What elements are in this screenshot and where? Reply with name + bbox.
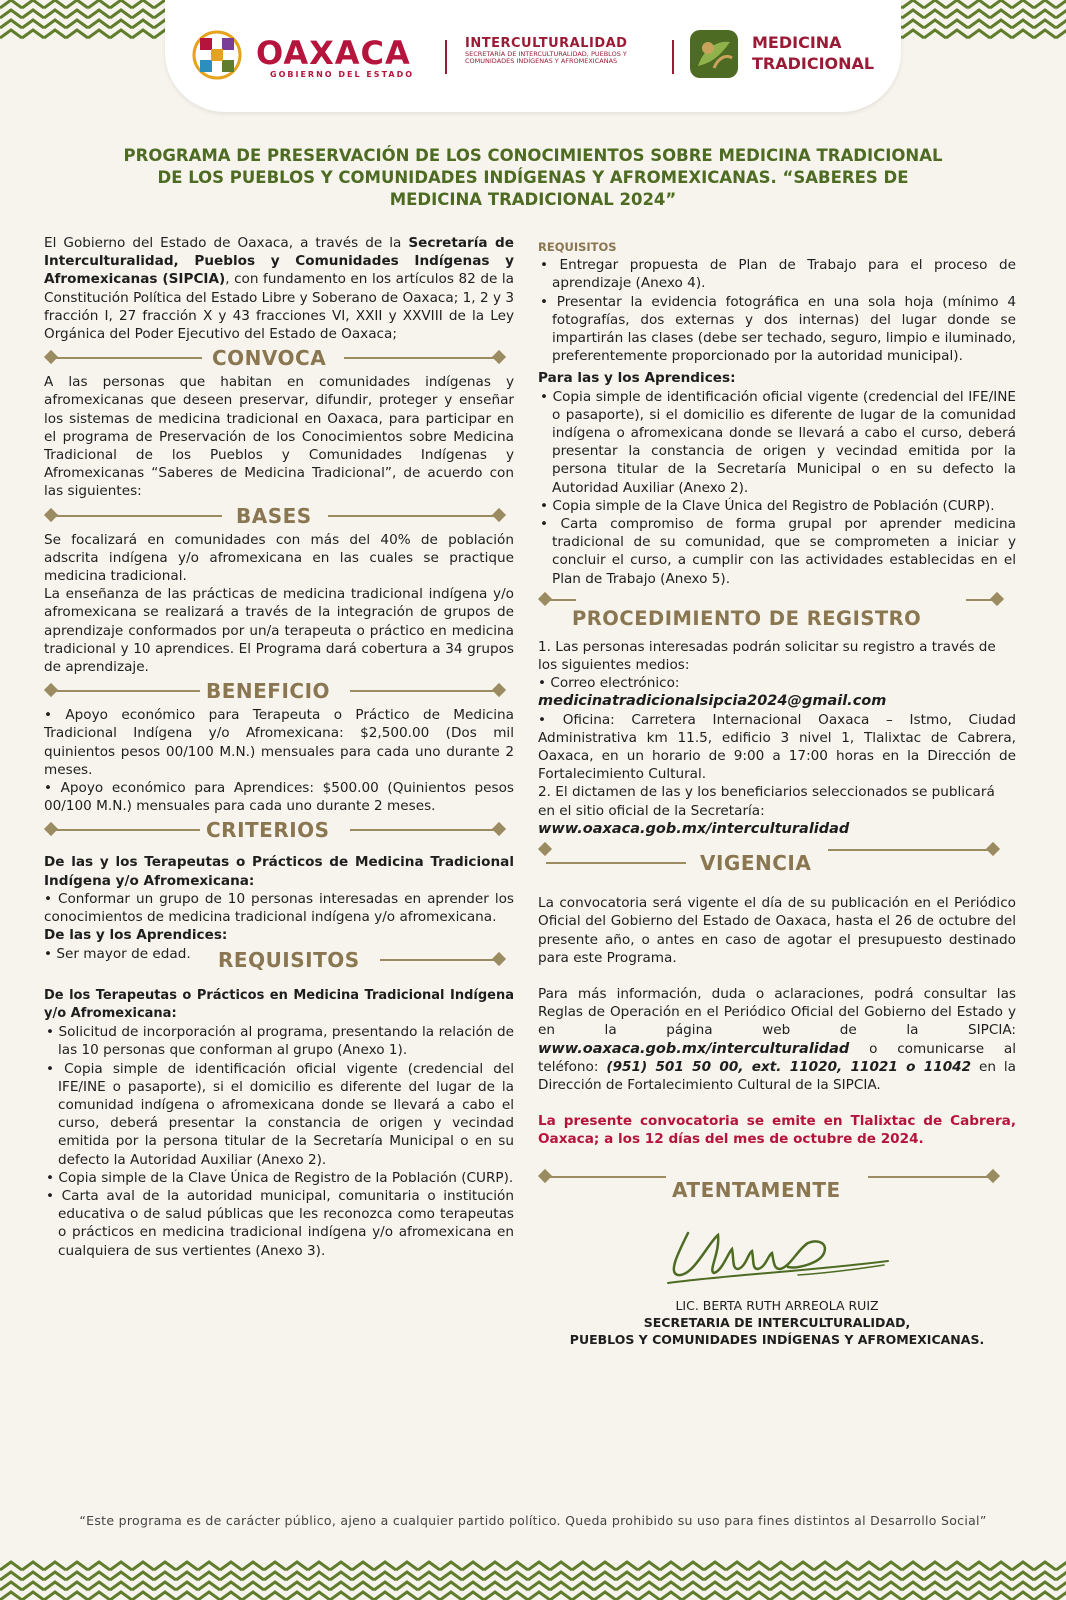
- section-heading: BASES: [236, 503, 312, 528]
- ornament-line: [52, 690, 200, 692]
- ornament-line: [828, 849, 988, 851]
- requisitos-item: • Solicitud de incorporación al programa, presentando la relación de las 10 personas que conforman al grupo (Anexo 1).: [46, 1024, 514, 1059]
- signatory-role: PUEBLOS Y COMUNIDADES INDÍGENAS Y AFROMEXICANAS.: [569, 1331, 985, 1347]
- ornament-line: [350, 690, 500, 692]
- intro-text: El Gobierno del Estado de Oaxaca, a través de la: [44, 235, 409, 251]
- section-header-vigencia: [538, 840, 1016, 880]
- aprendices-subheading: Para las y los Aprendices:: [538, 370, 736, 387]
- requisitos-subheading: De los Terapeutas o Prácticos en Medicina Tradicional Indígena y/o Afromexicana:: [44, 987, 514, 1021]
- title-line: PROGRAMA DE PRESERVACIÓN DE LOS CONOCIMIENTOS SOBRE MEDICINA TRADICIONAL: [123, 146, 943, 165]
- ornament-line: [380, 959, 500, 961]
- signatory-block: [538, 1297, 1016, 1348]
- signatory-name: LIC. BERTA RUTH ARREOLA RUIZ: [675, 1297, 879, 1313]
- aprendices-item: • Copia simple de identificación oficial vigente (credencial del IFE/INE o pasaporte), si el domicilio es diferente de lugar de la comunidad indígena o afromexicana donde se llevará a cabo el curso, deberá presentar la constancia de origen y vecindad emitida por la persona titular de la Secretaría Municipal o en su defecto la Autoridad Auxiliar (Anexo 2).: [540, 388, 1016, 496]
- ornament-line: [546, 1176, 666, 1178]
- section-header-procedimiento: [538, 590, 1016, 634]
- criterios-item: • Ser mayor de edad.: [44, 945, 191, 962]
- diamond-ornament: [990, 592, 1004, 606]
- beneficio-item: • Apoyo económico para Terapeuta o Práctico de Medicina Tradicional Indígena y/o Afromexicana: $2,500.00 (Dos mil quinientos pesos 00/100 M.N.) mensuales para cada uno durante 2 meses.: [44, 707, 514, 778]
- ornament-line: [52, 829, 200, 831]
- criterios-subheading: De las y los Aprendices:: [44, 927, 228, 944]
- bases-paragraph: Se focalizará en comunidades con más del 40% de población adscrita indígena y/o afromexicana en las cuales se practique medicina tradicional.: [44, 531, 514, 585]
- requisitos-item: • Copia simple de identificación oficial vigente (credencial del IFE/INE o pasaporte), si el domicilio es diferente del lugar de la comunidad indígena o afromexicana donde se llevará a cabo el curso, deberá presentar la constancia de origen y vecindad emitida por la persona titular de la Secretaría Municipal o en su defecto la Autoridad Auxiliar (Anexo 2).: [46, 1060, 514, 1168]
- requisitos-continued-heading: REQUISITOS: [538, 240, 617, 254]
- ornament-line: [344, 357, 500, 359]
- section-heading: PROCEDIMIENTO DE REGISTRO: [572, 606, 922, 630]
- signature-image: [648, 1213, 908, 1293]
- disclaimer-text: “Este programa es de carácter público, ajeno a cualquier partido político. Queda prohibido su uso para fines distintos al Desarrollo Social”: [79, 1513, 987, 1528]
- procedimiento-step: • Oficina: Carretera Internacional Oaxaca – Istmo, Ciudad Administrativa km 11.5, edificio 3 nivel 1, Tlalixtac de Cabrera, Oaxaca, en un horario de 9:00 a 17:00 horas en la Dirección de Fortalecimiento Cultural.: [538, 711, 1016, 783]
- info-paragraph: [538, 985, 1016, 1094]
- section-header-beneficio: [44, 678, 514, 704]
- website-link[interactable]: www.oaxaca.gob.mx/interculturalidad: [538, 1040, 850, 1057]
- ornament-line: [868, 1176, 990, 1178]
- criterios-item: • Conformar un grupo de 10 personas interesadas en aprender los conocimientos de medicina tradicional indígena y/o afromexicana.: [44, 890, 514, 926]
- aprendices-item: • Copia simple de la Clave Única del Registro de Población (CURP).: [540, 497, 995, 514]
- section-heading: REQUISITOS: [218, 947, 360, 972]
- info-text: Para más información, duda o aclaraciones, podrá consultar las Reglas de Operación en el Periódico Oficial del Gobierno del Estado y en la página web de la SIPCIA:: [538, 985, 1016, 1039]
- intro-paragraph: [44, 234, 514, 343]
- section-heading: ATENTAMENTE: [672, 1177, 841, 1202]
- info-text: en la Dirección de Fortalecimiento Cultural de la SIPCIA.: [538, 1058, 1016, 1093]
- interculturalidad-subtitle: SECRETARÍA DE INTERCULTURALIDAD, PUEBLOS Y COMUNIDADES INDÍGENAS Y AFROMEXICANAS: [465, 50, 627, 65]
- header-divider: [672, 40, 674, 74]
- requisitos-item: • Entregar propuesta de Plan de Trabajo para el proceso de aprendizaje (Anexo 4).: [540, 257, 1016, 292]
- logo-med-line2: TRADICIONAL: [752, 54, 875, 73]
- header-divider: [445, 40, 447, 74]
- section-header-atentamente: [538, 1167, 1016, 1207]
- title-line: MEDICINA TRADICIONAL 2024”: [389, 190, 677, 209]
- diamond-ornament: [986, 1168, 1000, 1182]
- criterios-subheading: De las y los Terapeutas o Prácticos de Medicina Tradicional Indígena y/o Afromexicana:: [44, 854, 514, 889]
- bases-paragraph: La enseñanza de las prácticas de medicina tradicional indígena y/o afromexicana se realizará a través de la integración de grupos de aprendizaje conformados por un/a terapeuta o práctico en medicina tradicional y 10 aprendices. El Programa dará cobertura a 34 grupos de aprendizaje.: [44, 586, 514, 676]
- section-header-criterios: [44, 817, 514, 843]
- phone-number: (951) 501 50 00, ext. 11020, 11021 o 11042: [606, 1058, 972, 1075]
- interculturalidad-logo-text: INTERCULTURALIDAD: [465, 36, 628, 51]
- procedimiento-step: • Correo electrónico:: [538, 675, 680, 692]
- oaxaca-logo-icon: [192, 30, 242, 80]
- section-heading: VIGENCIA: [700, 851, 812, 876]
- procedimiento-step: 1. Las personas interesadas podrán solicitar su registro a través de los siguientes medios:: [538, 638, 996, 674]
- diamond-ornament: [986, 842, 1000, 856]
- vigencia-paragraph: La convocatoria será vigente el día de su publicación en el Periódico Oficial del Gobierno del Estado de Oaxaca, hasta el 26 de octubre del presente año, o antes en caso de agotar el presupuesto destinado para este Programa.: [538, 895, 1016, 966]
- diamond-ornament: [538, 842, 552, 856]
- document-title: [60, 145, 1006, 211]
- section-header-bases: [44, 503, 514, 529]
- ornament-line: [546, 599, 576, 601]
- info-text: o comunicarse al teléfono:: [538, 1040, 1016, 1075]
- signatory-role: SECRETARIA DE INTERCULTURALIDAD,: [643, 1314, 911, 1330]
- diamond-ornament: [492, 350, 506, 364]
- convoca-paragraph: A las personas que habitan en comunidades indígenas y afromexicanas que deseen preservar, difundir, proteger y enseñar los sistemas de medicina tradicional en Oaxaca, para participar en el programa de Preservación de los Conocimientos sobre Medicina Tradicional de los Pueblos y Comunidades Indígenas y Afromexicanas “Saberes de Medicina Tradicional”, de acuerdo con las siguientes:: [44, 374, 514, 500]
- section-header-convoca: [44, 345, 514, 371]
- website-link[interactable]: www.oaxaca.gob.mx/interculturalidad: [538, 820, 850, 837]
- ornament-line: [350, 829, 500, 831]
- email-link[interactable]: medicinatradicionalsipcia2024@gmail.com: [538, 693, 887, 710]
- requisitos-item: • Carta aval de la autoridad municipal, comunitaria o institución educativa o de salud públicas que les reconozca como terapeutas o prácticos en medicina tradicional indígena y/o afromexicana en cualquiera de sus vertientes (Anexo 3).: [46, 1187, 514, 1259]
- procedimiento-step: 2. El dictamen de las y los beneficiarios seleccionados se publicará en el sitio oficial de la Secretaría:: [538, 784, 995, 819]
- diamond-ornament: [492, 508, 506, 522]
- oaxaca-logo-text: OAXACA: [256, 34, 411, 72]
- diamond-ornament: [492, 683, 506, 697]
- intro-bold-text: Secretaría de Interculturalidad, Pueblos y Comunidades Indígenas y Afromexicanas (SIPCIA): [44, 235, 514, 288]
- title-line: DE LOS PUEBLOS Y COMUNIDADES INDÍGENAS Y AFROMEXICANAS. “SABERES DE: [157, 168, 909, 187]
- requisitos-item: • Presentar la evidencia fotográfica en una sola hoja (mínimo 4 fotografías, dos externas y dos internas) del lugar donde se impartirán las clases (debe ser techado, seguro, limpio e iluminado, preferentemente proporcionado por la autoridad municipal).: [540, 293, 1016, 365]
- gobierno-del-estado-text: GOBIERNO DEL ESTADO: [270, 70, 415, 79]
- logo-med-line1: MEDICINA: [752, 33, 842, 52]
- section-heading: BENEFICIO: [206, 679, 331, 704]
- left-column: [44, 234, 514, 1260]
- medicina-tradicional-logo-icon: [688, 28, 740, 80]
- ornament-line: [52, 357, 202, 359]
- emission-statement: La presente convocatoria se emite en Tlalixtac de Cabrera, Oaxaca; a los 12 días del mes de octubre de 2024.: [538, 1113, 1016, 1148]
- beneficio-item: • Apoyo económico para Aprendices: $500.00 (Quinientos pesos 00/100 M.N.) mensuales para cada uno durante 2 meses.: [44, 780, 514, 815]
- ornament-line: [328, 515, 500, 517]
- bottom-decorative-border: [0, 1560, 1066, 1600]
- requisitos-item: • Copia simple de la Clave Única de Registro de la Población (CURP).: [46, 1169, 514, 1186]
- section-heading: CRITERIOS: [206, 818, 330, 843]
- section-heading: CONVOCA: [212, 346, 327, 371]
- diamond-ornament: [492, 952, 506, 966]
- aprendices-item: • Carta compromiso de forma grupal por aprender medicina tradicional de su comunidad, que se comprometen a iniciar y concluir el curso, a cumplir con las actividades establecidas en el Plan de Trabajo (Anexo 5).: [540, 516, 1016, 587]
- diamond-ornament: [492, 822, 506, 836]
- right-column: [538, 238, 1016, 1348]
- ornament-line: [52, 515, 222, 517]
- intro-text: , con fundamento en los artículos 82 de la Constitución Política del Estado Libre y Soberano de Oaxaca; 1, 2 y 3 fracción I, 27 fracción X y 43 fracciones VI, XXII y XXVIII de la Ley Orgánica del Poder Ejecutivo del Estado de Oaxaca;: [44, 271, 514, 343]
- section-header-requisitos: [44, 947, 514, 973]
- ornament-line: [546, 862, 686, 864]
- medicina-tradicional-logo-text: [752, 32, 874, 74]
